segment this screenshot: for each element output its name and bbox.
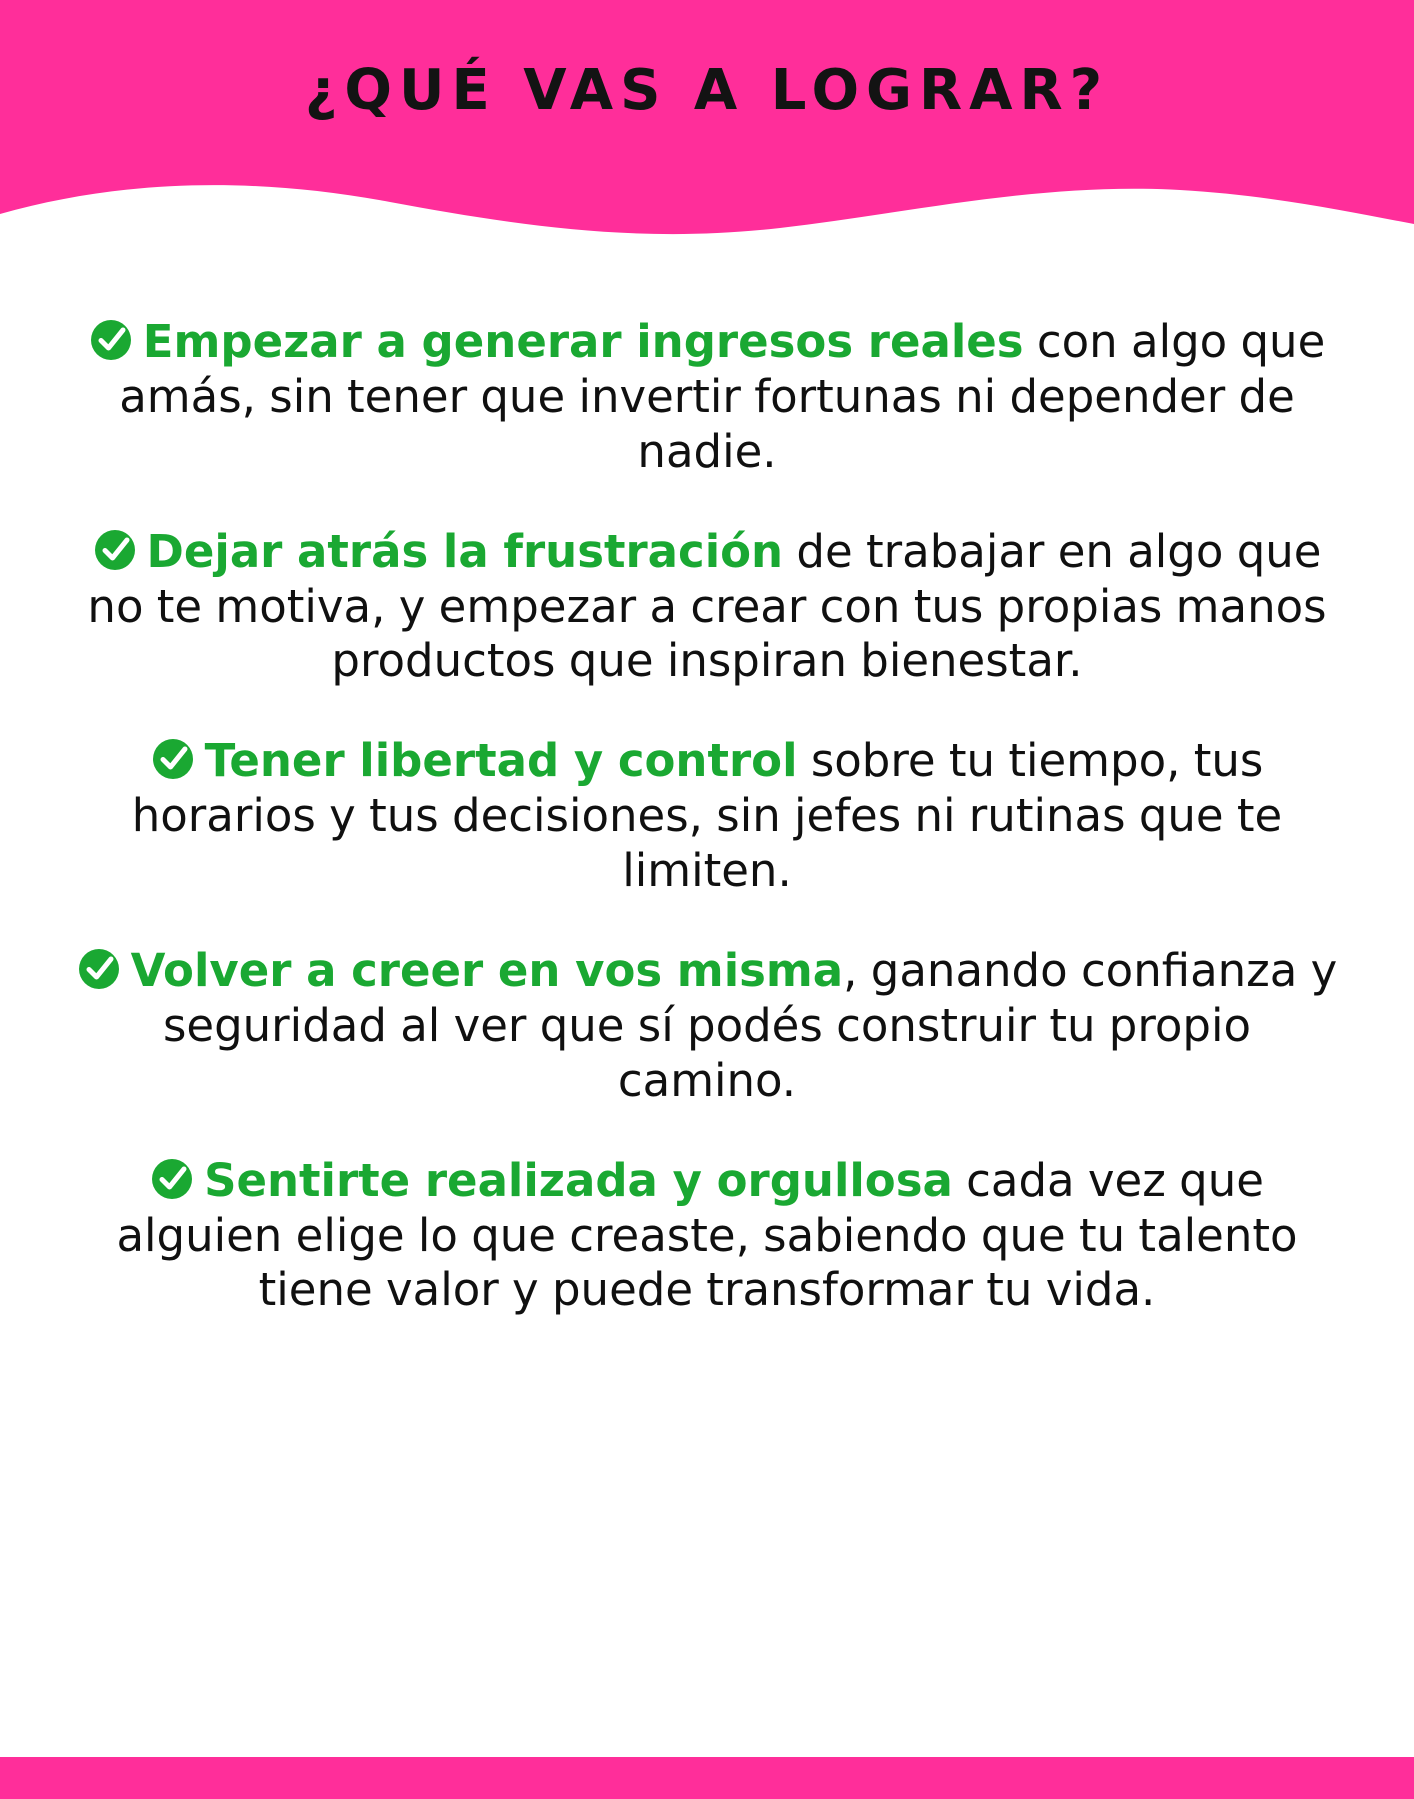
benefit-lead: Sentirte realizada y orgullosa bbox=[204, 1153, 953, 1207]
benefit-lead: Volver a creer en vos misma bbox=[130, 944, 844, 998]
list-item bbox=[72, 1154, 1342, 1319]
benefits-list bbox=[0, 252, 1414, 1752]
benefit-rest: cada vez que alguien elige lo que creaste, sabiendo que tu talento tiene valor y puede transformar tu vida. bbox=[116, 1153, 1298, 1317]
check-circle-icon bbox=[89, 318, 133, 362]
page-title: ¿QUÉ VAS A LOGRAR? bbox=[304, 58, 1110, 123]
list-item bbox=[72, 944, 1342, 1109]
check-circle-icon bbox=[151, 737, 195, 781]
benefit-lead: Dejar atrás la frustración bbox=[146, 524, 784, 578]
list-item bbox=[72, 315, 1342, 480]
list-item bbox=[72, 734, 1342, 899]
benefit-lead: Tener libertad y control bbox=[204, 734, 798, 788]
header-banner bbox=[0, 0, 1414, 250]
check-circle-icon bbox=[93, 528, 137, 572]
list-item bbox=[72, 525, 1342, 690]
benefit-rest: sobre tu tiempo, tus horarios y tus decisiones, sin jefes ni rutinas que te limiten. bbox=[131, 734, 1283, 898]
benefit-lead: Empezar a generar ingresos reales bbox=[142, 315, 1024, 368]
benefit-rest: con algo que amás, sin tener que invertir fortunas ni depender de nadie. bbox=[119, 315, 1326, 478]
check-circle-icon bbox=[77, 947, 121, 991]
check-circle-icon bbox=[150, 1157, 194, 1201]
wave-divider bbox=[0, 162, 1414, 250]
benefit-rest: de trabajar en algo que no te motiva, y empezar a crear con tus propias manos productos que inspiran bienestar. bbox=[87, 524, 1327, 688]
benefit-rest: , ganando confianza y seguridad al ver que sí podés construir tu propio camino. bbox=[162, 944, 1338, 1107]
footer-banner bbox=[0, 1757, 1414, 1799]
